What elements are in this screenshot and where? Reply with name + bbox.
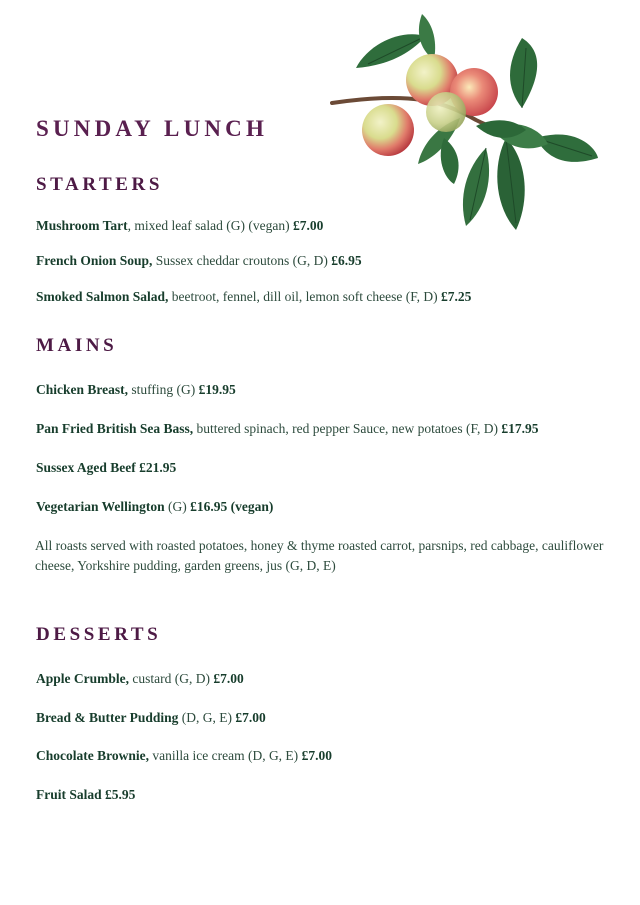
- item-dietary-note: (vegan): [227, 499, 274, 514]
- menu-item: [36, 747, 332, 765]
- mains-heading: MAINS: [36, 335, 118, 356]
- item-description: custard (G, D): [129, 671, 214, 686]
- item-description: buttered spinach, red pepper Sauce, new potatoes (F, D): [193, 421, 502, 436]
- leaf-icon: [536, 135, 598, 162]
- item-description: stuffing (G): [128, 382, 199, 397]
- item-description: (G): [164, 499, 191, 514]
- desserts-heading: DESSERTS: [36, 624, 162, 645]
- menu-item: [36, 670, 244, 688]
- item-price: £7.00: [213, 671, 244, 686]
- item-name: Apple Crumble,: [36, 671, 130, 686]
- item-name: Fruit Salad: [36, 787, 102, 802]
- menu-item: [36, 709, 266, 727]
- item-name: Bread & Butter Pudding: [36, 710, 179, 725]
- menu-item: [36, 498, 273, 516]
- leaf-icon: [463, 148, 489, 226]
- item-name: Vegetarian Wellington: [36, 499, 165, 514]
- menu-item: [36, 252, 362, 270]
- item-name: Chocolate Brownie,: [36, 748, 149, 763]
- menu-item: [36, 217, 323, 235]
- item-price: £21.95: [139, 460, 177, 475]
- leaf-icon: [497, 138, 524, 230]
- item-price: £7.25: [441, 289, 472, 304]
- item-description: (D, G, E): [178, 710, 236, 725]
- apple-icon: [426, 92, 466, 132]
- apple-icon: [362, 104, 414, 156]
- item-price: £19.95: [198, 382, 236, 397]
- item-name: Smoked Salmon Salad,: [36, 289, 169, 304]
- item-description: Sussex cheddar croutons (G, D): [152, 253, 332, 268]
- menu-item: [36, 786, 135, 804]
- item-name: Pan Fried British Sea Bass,: [36, 421, 194, 436]
- item-price: £7.00: [292, 218, 324, 233]
- menu-item: [36, 381, 236, 399]
- menu-item: [36, 459, 176, 477]
- item-name: Chicken Breast,: [36, 382, 129, 397]
- item-price: £6.95: [331, 253, 362, 268]
- menu-item: [36, 288, 471, 306]
- item-description: , mixed leaf salad (G) (vegan): [127, 218, 293, 233]
- leaf-icon: [419, 14, 435, 60]
- item-name: Mushroom Tart: [36, 218, 128, 233]
- item-price: £7.00: [235, 710, 266, 725]
- menu-item: [36, 420, 538, 438]
- item-price: £7.00: [301, 748, 332, 763]
- item-name: Sussex Aged Beef: [36, 460, 136, 475]
- item-description: vanilla ice cream (D, G, E): [149, 748, 302, 763]
- item-price: £16.95: [190, 499, 228, 514]
- item-name: French Onion Soup,: [36, 253, 153, 268]
- starters-heading: STARTERS: [36, 174, 164, 195]
- leaf-icon: [510, 38, 537, 108]
- apple-branch-illustration: [326, 8, 612, 236]
- item-price: £17.95: [501, 421, 539, 436]
- leaf-icon: [441, 138, 459, 184]
- menu-title: SUNDAY LUNCH: [36, 116, 269, 141]
- roasts-note: All roasts served with roasted potatoes, honey & thyme roasted carrot, parsnips, red cabbage, cauliflower cheese, Yorkshire pudding, garden greens, jus (G, D, E): [35, 538, 604, 573]
- item-description: beetroot, fennel, dill oil, lemon soft cheese (F, D): [168, 289, 442, 304]
- item-price: £5.95: [105, 787, 136, 802]
